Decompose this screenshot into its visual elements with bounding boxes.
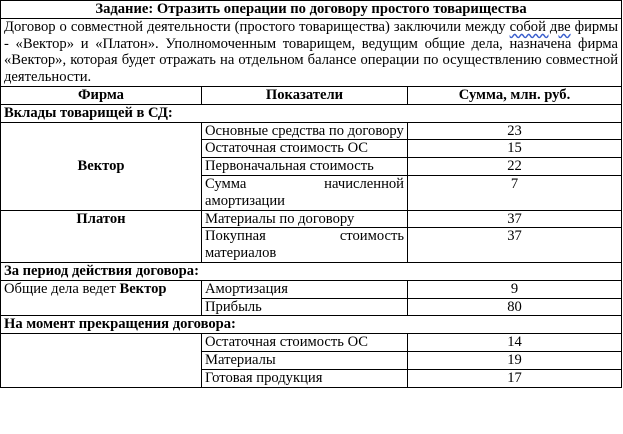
- section-contributions-row: [1, 104, 622, 122]
- amount-value: 37: [408, 210, 622, 228]
- firm-empty-cell: [1, 334, 202, 387]
- table-row: [1, 280, 622, 298]
- header-amount: Сумма, млн. руб.: [408, 86, 622, 104]
- indicator-label: Материалы по договору: [202, 210, 408, 228]
- firm-platon: Платон: [1, 210, 202, 262]
- amount-value: 14: [408, 334, 622, 352]
- amount-value: 7: [408, 175, 622, 210]
- amount-value: 15: [408, 140, 622, 158]
- indicator-label: Остаточная стоимость ОС: [202, 334, 408, 352]
- section-period-row: [1, 262, 622, 280]
- title-row: [1, 1, 622, 19]
- table-row: [1, 210, 622, 228]
- amount-value: 23: [408, 122, 622, 140]
- section-period-title: За период действия договора:: [1, 262, 622, 280]
- header-indicators: Показатели: [202, 86, 408, 104]
- firm-vector: Вектор: [1, 122, 202, 210]
- amount-value: 19: [408, 351, 622, 369]
- header-firm: Фирма: [1, 86, 202, 104]
- indicator-label: Материалы: [202, 351, 408, 369]
- indicator-label: Амортизация: [202, 280, 408, 298]
- intro-row: [1, 18, 622, 86]
- indicator-label: Остаточная стоимость ОС: [202, 140, 408, 158]
- section-termination-title: На момент прекращения договора:: [1, 316, 622, 334]
- indicator-label: Первоначальная стоимость: [202, 158, 408, 176]
- task-title: Задание: Отразить операции по договору простого товарищества: [1, 1, 622, 19]
- section-termination-row: [1, 316, 622, 334]
- firm-managing: [1, 280, 202, 316]
- indicator-label: Готовая продукция: [202, 369, 408, 387]
- table-row: [1, 334, 622, 352]
- amount-value: 17: [408, 369, 622, 387]
- intro-text-2: фирмы - «Вектор» и «Платон». Уполномоченным товарищем, ведущим общие дела, назначена фирма «Вектор», которая будет отражать на отдельном балансе операции по осуществлению совместной деятельности.: [4, 18, 619, 86]
- amount-value: 9: [408, 280, 622, 298]
- intro-text-1: Договор о совместной деятельности (простого товарищества) заключили между: [4, 18, 510, 35]
- indicator-label: Основные средства по договору: [202, 122, 408, 140]
- indicator-label: Покупная стоимость материалов: [202, 228, 408, 263]
- amount-value: 37: [408, 228, 622, 263]
- indicator-label: Сумма начисленной амортизации: [202, 175, 408, 210]
- table-row: [1, 122, 622, 140]
- section-contributions-title: Вклады товарищей в СД:: [1, 104, 622, 122]
- firm-managing-prefix: Общие дела ведет: [4, 280, 120, 297]
- task-description: [1, 18, 622, 86]
- header-row: [1, 86, 622, 104]
- firm-managing-name: Вектор: [119, 280, 167, 297]
- indicator-label: Прибыль: [202, 298, 408, 316]
- amount-value: 22: [408, 158, 622, 176]
- intro-spellcheck-text: собой две: [509, 18, 571, 35]
- amount-value: 80: [408, 298, 622, 316]
